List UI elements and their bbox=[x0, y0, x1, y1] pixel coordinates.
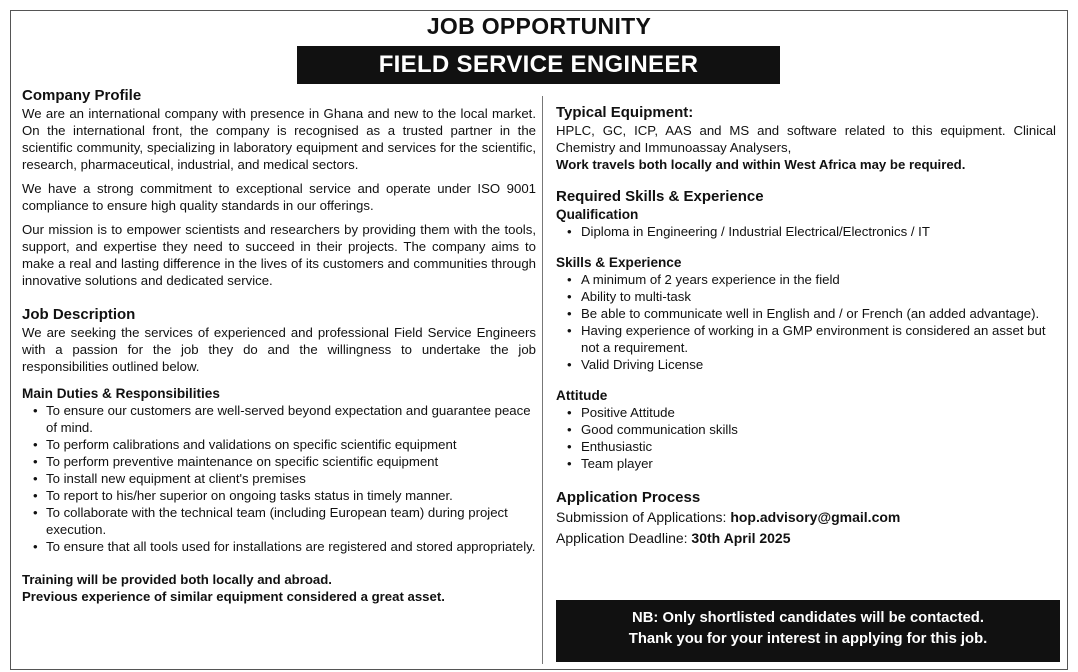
attitude-list bbox=[556, 404, 1056, 472]
training-line-2: Previous experience of similar equipment considered a great asset. bbox=[22, 589, 445, 604]
duties-list bbox=[22, 402, 536, 555]
equipment-heading: Typical Equipment: bbox=[556, 104, 694, 121]
list-item: • Diploma in Engineering / Industrial Electrical/Electronics / IT bbox=[556, 223, 1056, 240]
notice-line-2: Thank you for your interest in applying for this job. bbox=[628, 631, 988, 647]
travel-note: Work travels both locally and within West Africa may be required. bbox=[556, 157, 966, 172]
notice-box bbox=[556, 600, 1060, 662]
application-section bbox=[556, 488, 1056, 549]
skills-list bbox=[556, 271, 1056, 373]
list-item: • Be able to communicate well in English and / or French (an added advantage). bbox=[556, 305, 1056, 322]
training-line-1: Training will be provided both locally and abroad. bbox=[22, 572, 332, 587]
list-item: • Having experience of working in a GMP environment is considered an asset but not a requirement. bbox=[556, 322, 1056, 356]
equipment-section bbox=[556, 103, 1056, 173]
company-profile-paragraph-2: We have a strong commitment to exceptional service and operate under ISO 9001 compliance to ensure high quality standards in our offerings. bbox=[22, 181, 536, 213]
list-item: • To perform preventive maintenance on specific scientific equipment bbox=[22, 453, 536, 470]
duties-section bbox=[22, 385, 536, 555]
list-item: • Positive Attitude bbox=[556, 404, 1056, 421]
page-title: JOB OPPORTUNITY bbox=[426, 13, 652, 39]
application-email-link[interactable]: hop.advisory@gmail.com bbox=[730, 509, 901, 525]
list-item: • Ability to multi-task bbox=[556, 288, 1056, 305]
right-column bbox=[556, 103, 1056, 549]
submission-label: Submission of Applications: bbox=[556, 509, 731, 525]
attitude-heading: Attitude bbox=[556, 388, 608, 403]
requirements-section bbox=[556, 187, 1056, 472]
notice-line-1: NB: Only shortlisted candidates will be contacted. bbox=[632, 610, 984, 626]
job-description-section bbox=[22, 305, 536, 375]
qualification-list bbox=[556, 223, 1056, 240]
column-divider bbox=[542, 96, 543, 664]
company-profile-section bbox=[22, 86, 536, 289]
list-item: • Good communication skills bbox=[556, 421, 1056, 438]
list-item: • Team player bbox=[556, 455, 1056, 472]
duties-heading: Main Duties & Responsibilities bbox=[22, 386, 220, 401]
skills-heading: Skills & Experience bbox=[556, 255, 682, 270]
company-profile-heading: Company Profile bbox=[22, 87, 142, 104]
company-profile-paragraph-3: Our mission is to empower scientists and researchers by providing them with the tools, support, and expertise they need to succeed in their projects. The company aims to make a real and lasting difference in the lives of its customers and communities through innovative solutions and dedicated service. bbox=[22, 222, 536, 288]
deadline-date: 30th April 2025 bbox=[691, 530, 791, 546]
left-column bbox=[22, 86, 536, 605]
list-item: • To report to his/her superior on ongoing tasks status in timely manner. bbox=[22, 487, 536, 504]
list-item: • To perform calibrations and validations on specific scientific equipment bbox=[22, 436, 536, 453]
application-heading: Application Process bbox=[556, 489, 701, 506]
deadline-line bbox=[556, 528, 1056, 549]
training-section bbox=[22, 571, 536, 605]
equipment-text: HPLC, GC, ICP, AAS and MS and software related to this equipment. Clinical Chemistry and Immunoassay Analysers, bbox=[556, 123, 1056, 155]
list-item: • To collaborate with the technical team (including European team) during project execution. bbox=[22, 504, 536, 538]
list-item: • To ensure our customers are well-served beyond expectation and guarantee peace of mind. bbox=[22, 402, 536, 436]
list-item: • Valid Driving License bbox=[556, 356, 1056, 373]
job-description-text: We are seeking the services of experienced and professional Field Service Engineers with a passion for the job they do and the willingness to undertake the job responsibilities outlined below. bbox=[22, 325, 536, 374]
list-item: • To ensure that all tools used for installations are registered and stored appropriately. bbox=[22, 538, 536, 555]
qualification-heading: Qualification bbox=[556, 207, 639, 222]
company-profile-paragraph-1: We are an international company with presence in Ghana and new to the local market. On the international front, the company is recognised as a trusted partner in the scientific community, specializing in laboratory equipment and services for the scientific, research, pharmaceutical, industrial, and medical sectors. bbox=[22, 106, 536, 172]
deadline-label: Application Deadline: bbox=[556, 530, 692, 546]
submission-line bbox=[556, 507, 1056, 528]
job-title-banner: FIELD SERVICE ENGINEER bbox=[297, 46, 780, 84]
list-item: • Enthusiastic bbox=[556, 438, 1056, 455]
requirements-heading: Required Skills & Experience bbox=[556, 188, 764, 205]
list-item: • To install new equipment at client's premises bbox=[22, 470, 536, 487]
list-item: • A minimum of 2 years experience in the field bbox=[556, 271, 1056, 288]
job-description-heading: Job Description bbox=[22, 306, 136, 323]
